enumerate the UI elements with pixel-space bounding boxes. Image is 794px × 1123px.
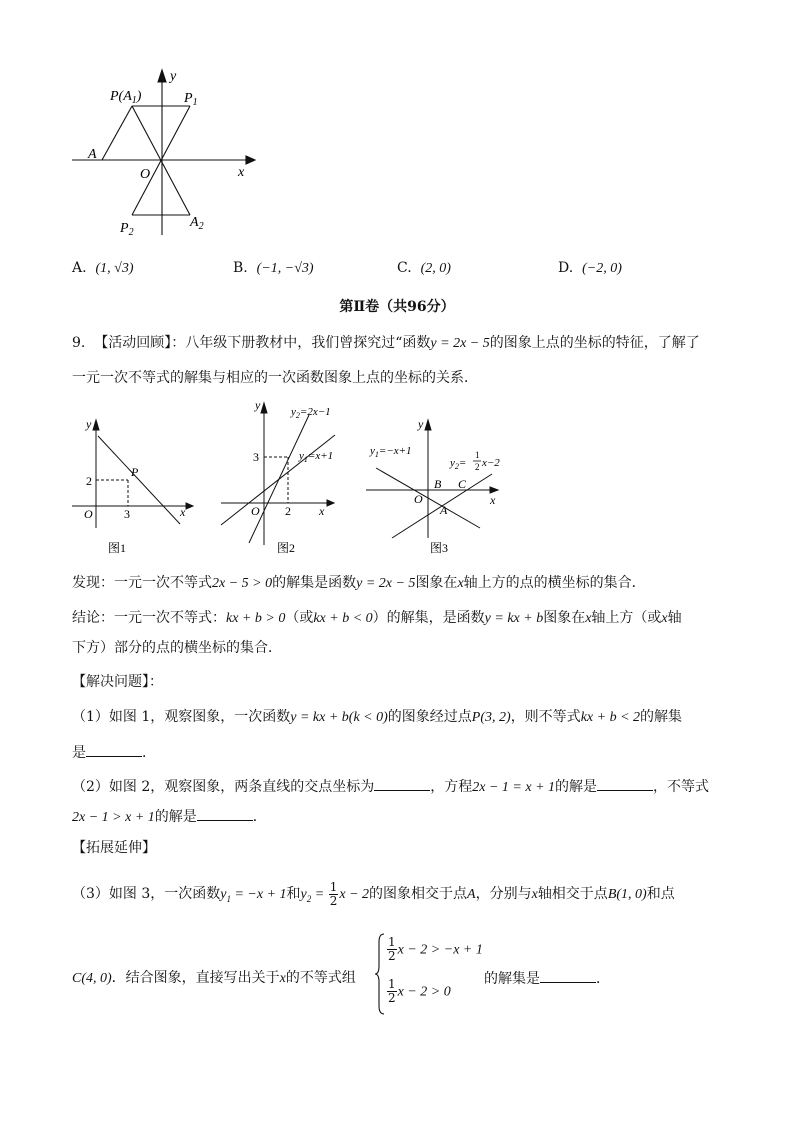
svg-text:A: A [440, 503, 448, 517]
solve-tag: 【解决问题】： [72, 674, 163, 690]
answer-blank-2b[interactable] [597, 776, 653, 791]
line-kx-b [98, 436, 180, 524]
svg-text:y1=x+1: $y_1=x+1$ [299, 450, 334, 464]
svg-text:2: 2 [86, 474, 92, 488]
label-p1: $P_1$ [184, 91, 198, 108]
answer-blank-1[interactable] [86, 742, 142, 757]
answer-blank-2c[interactable] [197, 806, 253, 821]
system-row-2: $\frac{1}{2}$ x − 2 > 0 [388, 977, 451, 1005]
system-row-1: $\frac{1}{2}$ x − 2 > −x + 1 [388, 935, 483, 963]
label-p: $P(A_1)$ [110, 89, 142, 106]
svg-text:3: 3 [253, 450, 259, 464]
answer-blank-2a[interactable] [374, 776, 430, 791]
svg-text:3: 3 [124, 507, 130, 521]
system-brace [374, 932, 386, 1016]
option-c[interactable]: C. (2, 0) [397, 260, 451, 276]
svg-text:O: O [414, 492, 423, 506]
part2-line2: 2x − 1 > x + 1的解是 ． [72, 806, 267, 828]
figure-2 [215, 395, 350, 558]
svg-text:y2=2x−1: $y_2=2x-1$ [291, 406, 331, 420]
section-title: 第Ⅱ卷（共96分） [339, 299, 455, 315]
line-y2 [249, 415, 309, 543]
x-axis-arrow [246, 156, 255, 164]
answer-blank-3[interactable] [540, 968, 596, 983]
svg-text:2: 2 [475, 462, 480, 472]
label-p2: $P_2$ [120, 221, 134, 238]
part1-line2: 是 ． [72, 742, 156, 763]
conclusion-line1: 结论：一元一次不等式：kx + b > 0（或kx + b < 0）的解集，是函数y = kx + b图象在x轴上方（或x轴 [72, 610, 682, 626]
figure-1 [68, 410, 198, 558]
svg-text:x: x [490, 493, 496, 507]
q9-intro-line1: 9. 【活动回顾】：八年级下册教材中，我们曾探究过“函数y = 2x − 5的图象上点的坐标的特征，了解了 [72, 335, 700, 351]
svg-text:O: O [251, 504, 260, 518]
part3-line1: （3）如图 3，一次函数$y_1 = -x + 1$和$y_2$ = $\frac{1}{2}$ x − 2的图象相交于点A，分别与x轴相交于点B(1, 0)和点 [72, 879, 675, 908]
svg-text:x: x [319, 504, 325, 518]
svg-text:2: 2 [285, 504, 291, 518]
inequality-system [374, 932, 484, 1016]
option-b[interactable]: B. (−1, −√3) [233, 260, 314, 276]
rotation-figure [60, 60, 260, 245]
conclusion-line2: 下方）部分的点的横坐标的集合． [72, 640, 282, 656]
label-x: x [238, 165, 245, 180]
discovery: 发现：一元一次不等式2x − 5 > 0的解集是函数y = 2x − 5图象在x轴上方的点的横坐标的集合． [72, 575, 646, 591]
label-a: A [88, 147, 97, 162]
label-a2: $A_2$ [190, 215, 204, 232]
label-o: O [140, 167, 151, 182]
extend-tag: 【拓展延伸】 [72, 840, 156, 856]
svg-text:y1=−x+1: $y_1=-x+1$ [370, 445, 412, 459]
caption-fig3: 图3 [430, 541, 449, 555]
svg-text:B: B [434, 477, 442, 491]
caption-fig2: 图2 [277, 541, 296, 555]
option-d[interactable]: D. (−2, 0) [558, 260, 622, 276]
part2-line1: （2）如图 2，观察图象，两条直线的交点坐标为 ，方程2x − 1 = x + 1的解是 ，不等式 [72, 776, 709, 798]
figure-3 [362, 410, 512, 558]
part1-line1: （1）如图 1，观察图象，一次函数y = kx + b(k < 0)的图象经过点P(3, 2)，则不等式kx + b < 2的解集 [72, 709, 683, 725]
caption-fig1: 图1 [108, 541, 127, 555]
svg-text:x: x [180, 505, 186, 519]
svg-text:C: C [458, 477, 467, 491]
svg-text:y: y [86, 417, 92, 431]
svg-text:y: y [255, 398, 261, 412]
segment-a-p [102, 106, 132, 160]
svg-text:P: P [131, 465, 139, 479]
svg-text:x−2: x−2 [482, 457, 500, 469]
svg-text:y2=: $y_2=$ [450, 457, 467, 471]
part3-line2: C(4, 0)．结合图象，直接写出关于x的不等式组 [72, 970, 356, 986]
svg-text:O: O [84, 507, 93, 521]
q9-intro-line2: 一元一次不等式的解集与相应的一次函数图象上点的坐标的关系． [72, 370, 478, 386]
part3-answer: 的解集是 ． [484, 968, 610, 989]
option-a[interactable]: A. (1, √3) [72, 260, 134, 276]
svg-text:y: y [418, 417, 424, 431]
svg-text:1: 1 [475, 450, 480, 460]
y-axis-arrow [158, 70, 166, 82]
label-y: y [170, 69, 177, 84]
